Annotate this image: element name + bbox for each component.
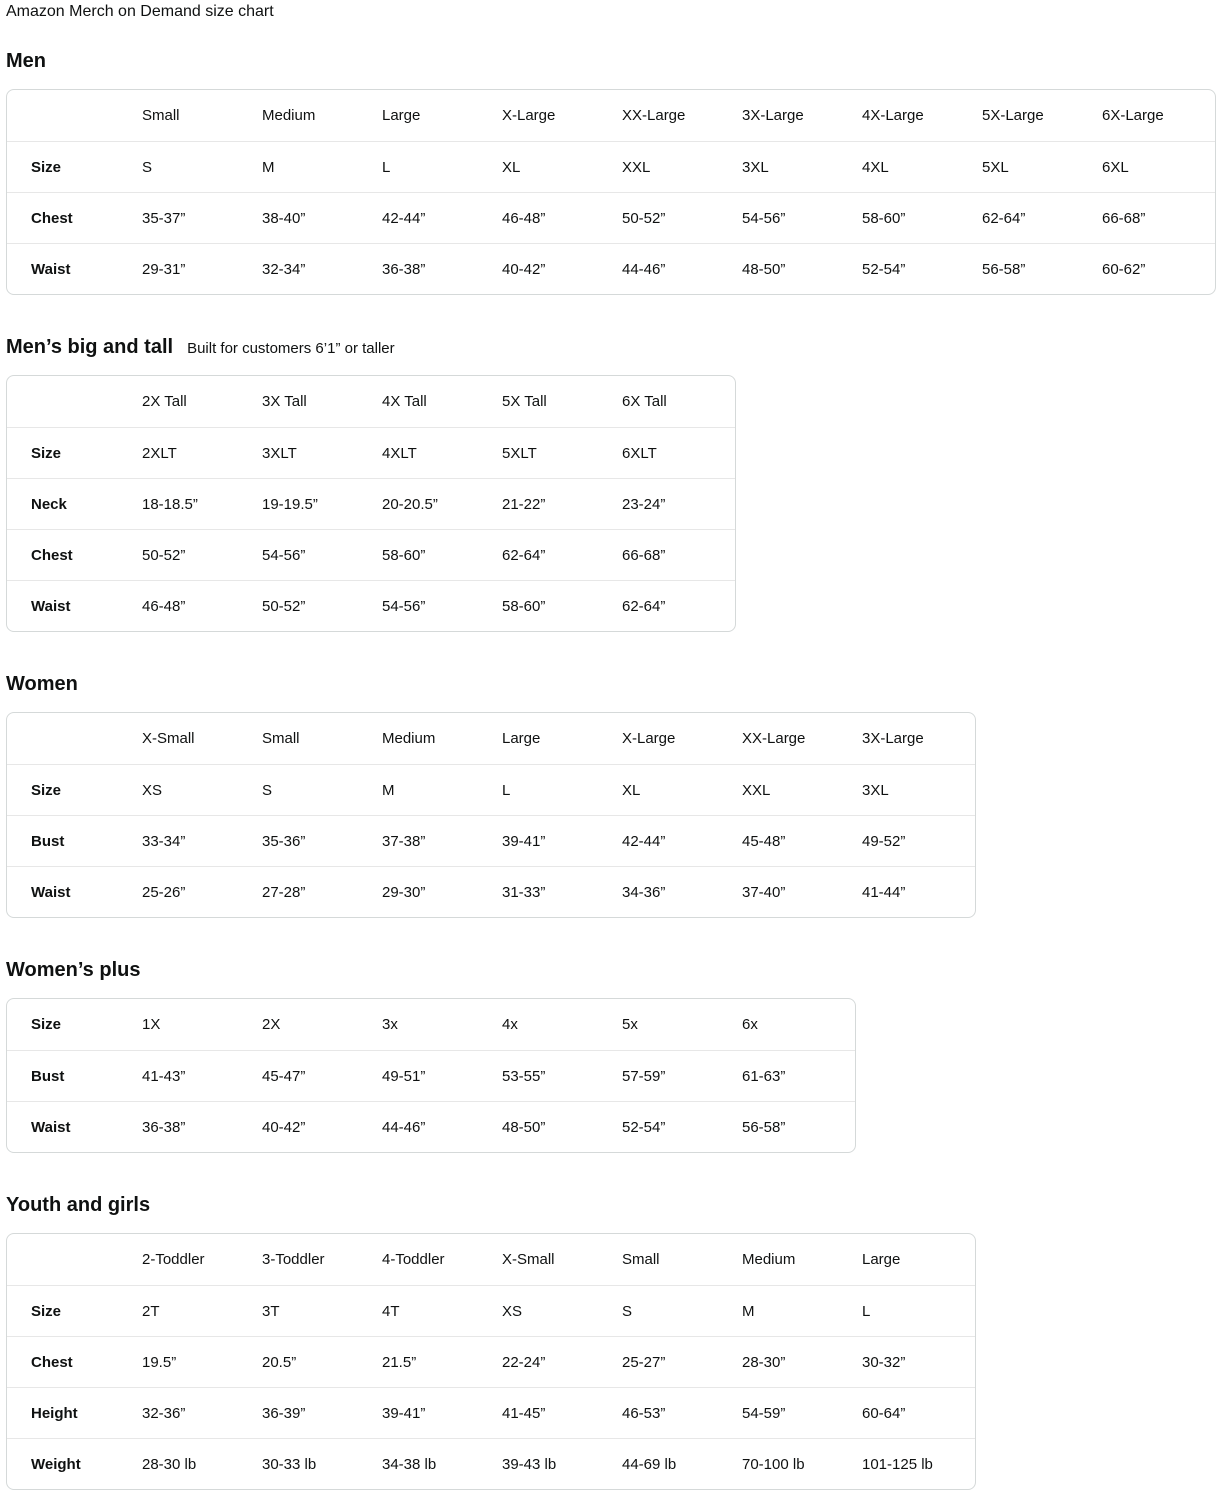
column-header: 5X Tall	[502, 393, 547, 411]
size-cell: 44-46”	[375, 1101, 495, 1152]
size-cell: 44-69 lb	[615, 1438, 735, 1489]
row-label: Waist	[7, 866, 135, 917]
table-row-size	[7, 999, 855, 1050]
size-cell: 48-50”	[495, 1101, 615, 1152]
size-cell: 6x	[742, 1016, 758, 1034]
table-row-weight	[7, 1438, 975, 1489]
size-table-youth-and-girls	[6, 1233, 976, 1490]
size-cell: 35-36”	[255, 815, 375, 866]
size-cell: 41-43”	[135, 1050, 255, 1101]
row-label: Height	[7, 1387, 135, 1438]
size-cell: 50-52”	[255, 580, 375, 631]
table-row-waist	[7, 866, 975, 917]
section-mens-big-and-tall	[6, 335, 1215, 632]
size-cell: XS	[495, 1285, 615, 1336]
size-cell: S	[615, 1285, 735, 1336]
size-cell: 1X	[142, 1016, 161, 1034]
column-header: 6X Tall	[622, 393, 667, 411]
page-title: Amazon Merch on Demand size chart	[6, 3, 274, 20]
size-cell: 2XLT	[135, 427, 255, 478]
size-cell: 28-30”	[735, 1336, 855, 1387]
size-cell: 45-48”	[735, 815, 855, 866]
column-header: 4X-Large	[862, 107, 924, 125]
size-cell: 6XL	[1095, 141, 1215, 192]
size-cell: 52-54”	[855, 243, 975, 294]
size-cell: 20-20.5”	[375, 478, 495, 529]
size-cell: 54-56”	[375, 580, 495, 631]
column-header: 3-Toddler	[262, 1251, 325, 1269]
size-cell: 46-48”	[495, 192, 615, 243]
column-header: 5X-Large	[982, 107, 1044, 125]
table-row-size	[7, 141, 1215, 192]
section-heading-row	[6, 958, 1215, 982]
column-header: Small	[622, 1251, 660, 1269]
size-cell: 58-60”	[375, 529, 495, 580]
column-header: 3X Tall	[262, 393, 307, 411]
row-label: Waist	[7, 580, 135, 631]
size-cell: M	[735, 1285, 855, 1336]
size-table-women	[6, 712, 976, 918]
size-cell: 21-22”	[495, 478, 615, 529]
column-header: X-Large	[622, 730, 676, 748]
size-cell: 20.5”	[255, 1336, 375, 1387]
size-cell: 54-59”	[735, 1387, 855, 1438]
row-label: Size	[7, 764, 135, 815]
size-cell: 30-33 lb	[255, 1438, 375, 1489]
size-cell: 34-36”	[615, 866, 735, 917]
size-cell: 39-41”	[495, 815, 615, 866]
size-cell: 54-56”	[255, 529, 375, 580]
column-header-row	[7, 376, 735, 427]
size-cell: 32-36”	[135, 1387, 255, 1438]
row-label: Size	[7, 1285, 135, 1336]
size-cell: 28-30 lb	[135, 1438, 255, 1489]
size-cell: 18-18.5”	[135, 478, 255, 529]
size-cell: 45-47”	[255, 1050, 375, 1101]
corner-cell	[7, 90, 135, 141]
column-header: 4-Toddler	[382, 1251, 445, 1269]
size-cell: 25-26”	[135, 866, 255, 917]
section-youth-and-girls	[6, 1193, 1215, 1490]
section-women	[6, 672, 1215, 918]
size-chart-sections	[6, 49, 1215, 1490]
size-cell: 5XL	[975, 141, 1095, 192]
size-cell: 44-46”	[615, 243, 735, 294]
size-cell: S	[135, 141, 255, 192]
table-row-size	[7, 1285, 975, 1336]
size-cell: 62-64”	[615, 580, 735, 631]
section-heading-row	[6, 335, 1215, 359]
size-cell: 50-52”	[135, 529, 255, 580]
column-header: Small	[142, 107, 180, 125]
size-cell: 42-44”	[375, 192, 495, 243]
row-label: Bust	[7, 1050, 135, 1101]
size-cell: 3XL	[855, 764, 975, 815]
size-cell: 19.5”	[135, 1336, 255, 1387]
size-cell: 36-38”	[135, 1101, 255, 1152]
size-cell: 37-40”	[735, 866, 855, 917]
size-cell: 29-30”	[375, 866, 495, 917]
section-heading: Men	[6, 50, 46, 73]
size-cell: L	[495, 764, 615, 815]
column-header: Medium	[262, 107, 316, 125]
size-cell: L	[855, 1285, 975, 1336]
size-cell: 3XL	[735, 141, 855, 192]
size-cell: XXL	[735, 764, 855, 815]
size-cell: 42-44”	[615, 815, 735, 866]
size-cell: 41-44”	[855, 866, 975, 917]
table-row-chest	[7, 192, 1215, 243]
size-cell: 3T	[255, 1285, 375, 1336]
size-cell: 4x	[502, 1016, 518, 1034]
size-cell: 31-33”	[495, 866, 615, 917]
size-cell: 6XLT	[615, 427, 735, 478]
section-womens-plus	[6, 958, 1215, 1153]
table-row-waist	[7, 1101, 855, 1152]
table-row-chest	[7, 1336, 975, 1387]
size-table-mens-big-and-tall	[6, 375, 736, 632]
size-cell: 46-53”	[615, 1387, 735, 1438]
row-label: Chest	[7, 1336, 135, 1387]
corner-cell	[7, 376, 135, 427]
column-header: 2-Toddler	[142, 1251, 205, 1269]
row-label: Waist	[7, 1101, 135, 1152]
size-cell: 49-52”	[855, 815, 975, 866]
size-cell: 54-56”	[735, 192, 855, 243]
size-cell: 40-42”	[255, 1101, 375, 1152]
size-table-womens-plus	[6, 998, 856, 1153]
size-cell: 38-40”	[255, 192, 375, 243]
size-cell: M	[375, 764, 495, 815]
row-label: Size	[31, 1016, 62, 1034]
row-label: Waist	[7, 243, 135, 294]
size-cell: 52-54”	[615, 1101, 735, 1152]
size-cell: 2T	[135, 1285, 255, 1336]
size-cell: 41-45”	[495, 1387, 615, 1438]
column-header: 6X-Large	[1102, 107, 1164, 125]
size-cell: 32-34”	[255, 243, 375, 294]
column-header-row	[7, 90, 1215, 141]
row-label: Size	[7, 141, 135, 192]
corner-cell	[7, 713, 135, 764]
size-cell: 39-41”	[375, 1387, 495, 1438]
size-cell: 29-31”	[135, 243, 255, 294]
size-cell: 61-63”	[735, 1050, 855, 1101]
size-cell: 33-34”	[135, 815, 255, 866]
size-cell: XL	[495, 141, 615, 192]
size-cell: 4XLT	[375, 427, 495, 478]
size-cell: 48-50”	[735, 243, 855, 294]
table-row-size	[7, 427, 735, 478]
size-cell: 25-27”	[615, 1336, 735, 1387]
size-cell: 56-58”	[975, 243, 1095, 294]
size-cell: 3x	[382, 1016, 398, 1034]
section-heading: Women’s plus	[6, 959, 141, 982]
size-cell: 66-68”	[1095, 192, 1215, 243]
size-cell: 66-68”	[615, 529, 735, 580]
size-cell: 58-60”	[855, 192, 975, 243]
size-cell: 62-64”	[495, 529, 615, 580]
size-cell: 37-38”	[375, 815, 495, 866]
column-header: Large	[382, 107, 421, 125]
table-row-chest	[7, 529, 735, 580]
size-cell: 21.5”	[375, 1336, 495, 1387]
table-row-waist	[7, 580, 735, 631]
row-label: Neck	[7, 478, 135, 529]
column-header: X-Small	[502, 1251, 555, 1269]
table-row-bust	[7, 1050, 855, 1101]
size-cell: 62-64”	[975, 192, 1095, 243]
size-cell: 5x	[622, 1016, 638, 1034]
size-cell: 46-48”	[135, 580, 255, 631]
size-cell: 57-59”	[615, 1050, 735, 1101]
row-label: Size	[7, 427, 135, 478]
table-row-size	[7, 764, 975, 815]
size-cell: 4XL	[855, 141, 975, 192]
size-cell: 5XLT	[495, 427, 615, 478]
size-cell: 56-58”	[735, 1101, 855, 1152]
size-cell: M	[255, 141, 375, 192]
size-cell: 70-100 lb	[735, 1438, 855, 1489]
size-cell: 60-62”	[1095, 243, 1215, 294]
size-cell: 30-32”	[855, 1336, 975, 1387]
size-cell: 23-24”	[615, 478, 735, 529]
size-cell: 22-24”	[495, 1336, 615, 1387]
corner-cell	[7, 1234, 135, 1285]
size-cell: 2X	[262, 1016, 281, 1034]
column-header: Medium	[382, 730, 436, 748]
column-header: X-Small	[142, 730, 195, 748]
section-heading-row	[6, 672, 1215, 696]
size-cell: XXL	[615, 141, 735, 192]
table-row-height	[7, 1387, 975, 1438]
size-cell: 3XLT	[255, 427, 375, 478]
row-label: Bust	[7, 815, 135, 866]
size-cell: 27-28”	[255, 866, 375, 917]
size-cell: 40-42”	[495, 243, 615, 294]
column-header: Large	[862, 1251, 901, 1269]
size-cell: XS	[135, 764, 255, 815]
size-cell: 36-38”	[375, 243, 495, 294]
table-row-neck	[7, 478, 735, 529]
size-cell: S	[255, 764, 375, 815]
column-header: 3X-Large	[862, 730, 924, 748]
size-table-men	[6, 89, 1216, 295]
table-row-waist	[7, 243, 1215, 294]
column-header: Small	[262, 730, 300, 748]
section-heading-row	[6, 1193, 1215, 1217]
row-label: Chest	[7, 192, 135, 243]
column-header: 4X Tall	[382, 393, 427, 411]
section-subtitle: Built for customers 6’1” or taller	[187, 340, 395, 358]
size-cell: L	[375, 141, 495, 192]
size-cell: XL	[615, 764, 735, 815]
column-header: XX-Large	[622, 107, 686, 125]
column-header: X-Large	[502, 107, 556, 125]
section-heading-row	[6, 49, 1215, 73]
size-cell: 50-52”	[615, 192, 735, 243]
row-label: Chest	[7, 529, 135, 580]
section-heading: Women	[6, 673, 78, 696]
size-cell: 101-125 lb	[855, 1438, 975, 1489]
section-heading: Men’s big and tall	[6, 336, 174, 359]
size-cell: 49-51”	[375, 1050, 495, 1101]
table-row-bust	[7, 815, 975, 866]
row-label: Weight	[7, 1438, 135, 1489]
column-header: 3X-Large	[742, 107, 804, 125]
size-cell: 60-64”	[855, 1387, 975, 1438]
size-cell: 35-37”	[135, 192, 255, 243]
size-cell: 34-38 lb	[375, 1438, 495, 1489]
column-header: XX-Large	[742, 730, 806, 748]
column-header: Medium	[742, 1251, 796, 1269]
column-header-row	[7, 1234, 975, 1285]
size-cell: 58-60”	[495, 580, 615, 631]
size-cell: 39-43 lb	[495, 1438, 615, 1489]
size-cell: 53-55”	[495, 1050, 615, 1101]
section-men	[6, 49, 1215, 295]
size-cell: 36-39”	[255, 1387, 375, 1438]
size-cell: 19-19.5”	[255, 478, 375, 529]
column-header-row	[7, 713, 975, 764]
column-header: 2X Tall	[142, 393, 187, 411]
section-heading: Youth and girls	[6, 1194, 151, 1217]
column-header: Large	[502, 730, 541, 748]
size-cell: 4T	[375, 1285, 495, 1336]
